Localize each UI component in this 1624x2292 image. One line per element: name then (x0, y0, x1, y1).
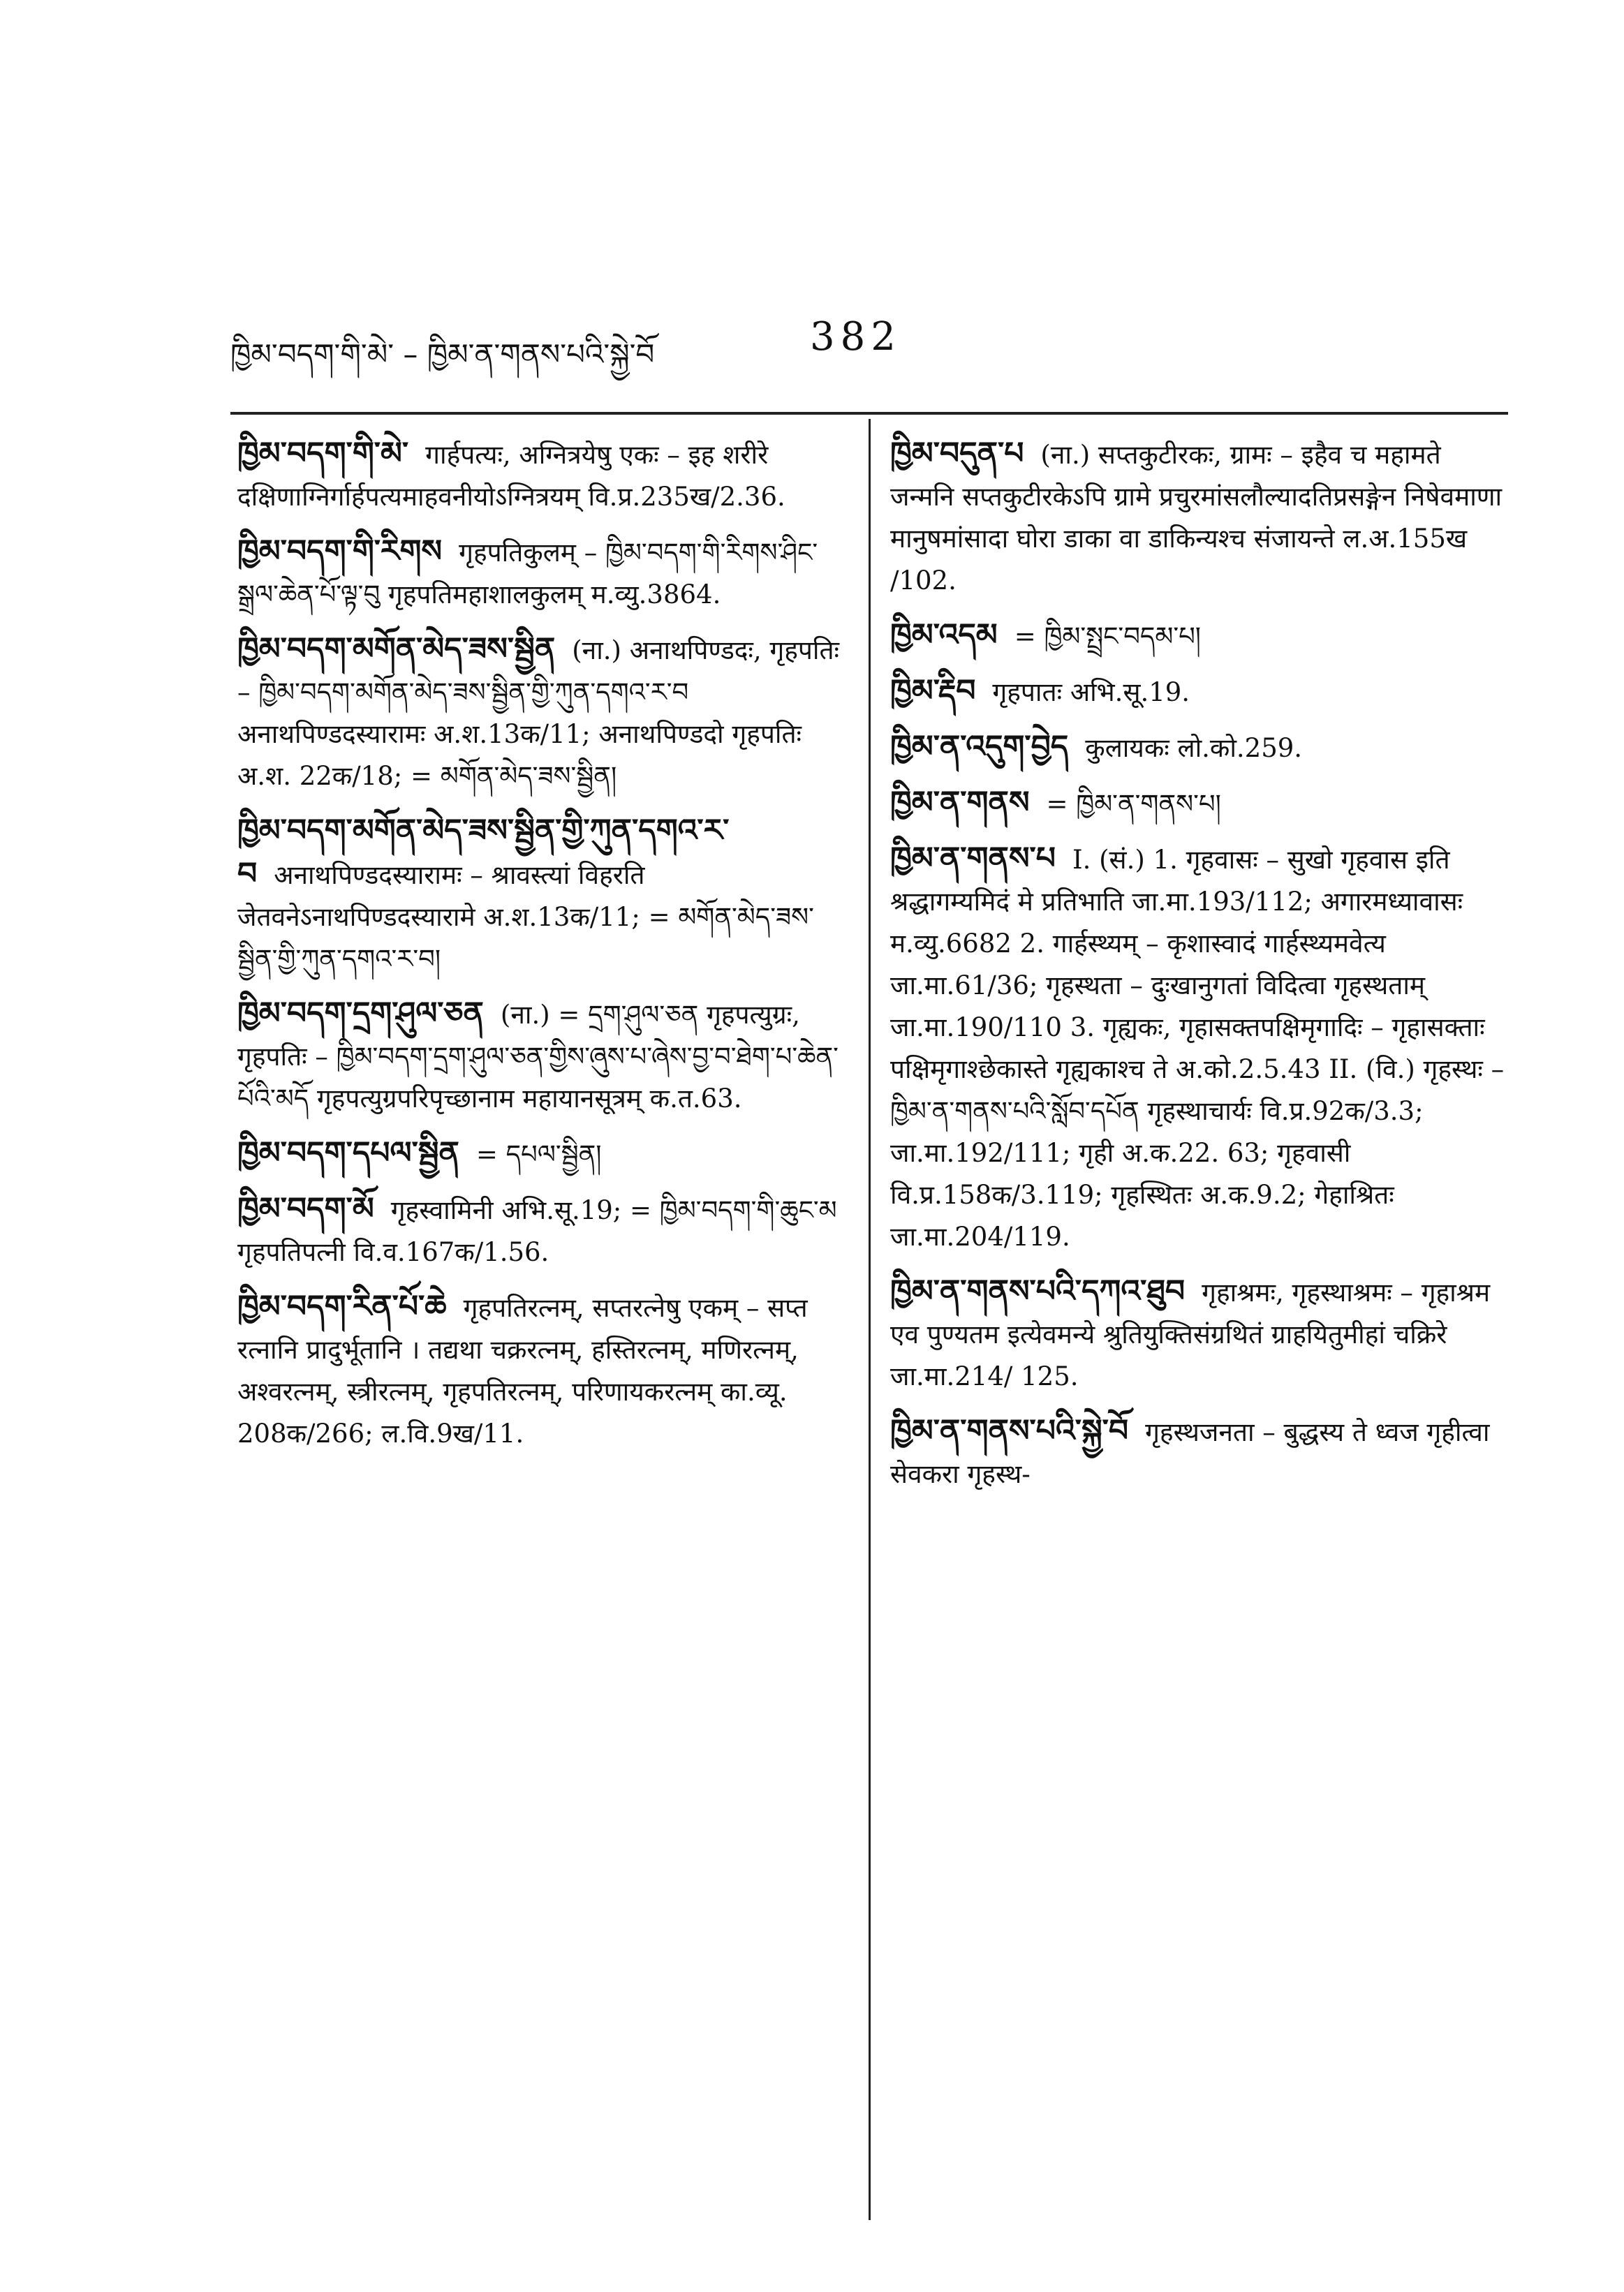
entry-definition: गृहपतिरत्नम्, सप्तरत्नेषु एकम् – सप्त रत्नानि प्रादुर्भूतानि । तद्यथा चक्ररत्नम्, हस्तिरत्नम्, मणिरत्नम्, अश्वरत्नम्, स्त्रीरत्नम्, गृहपतिरत्नम्, परिणायकरत्नम् का.व्यू. 208क/266; ल.वि.9ख/11. (237, 1293, 808, 1449)
entry-headword: ཁྱིམ་བདག་མགོན་མེད་ཟས་སྦྱིན་གྱི་ཀུན་དགའ་ར་བ (237, 813, 730, 892)
dictionary-entry (237, 810, 845, 980)
entry-headword: ཁྱིམ་ན་གནས་པའི་དཀའ་ཐུབ (890, 1273, 1186, 1309)
entry-definition: कुलायकः लो.को.259. (1085, 733, 1303, 763)
dictionary-entry (237, 1188, 845, 1273)
dictionary-entry (237, 1286, 845, 1455)
entry-definition: I. (सं.) 1. गृहवासः – सुखो गृहवास इति श्रद्धागम्यमिदं मे प्रतिभाति जा.मा.193/112; अगारमध्यावासः म.व्यु.6682 2. गार्हस्थ्यम् – कृशास्वादं गार्हस्थ्यमवेत्य जा.मा.61/36; गृहस्थता – दुःखानुगतां विदित्वा गृहस्थताम् जा.मा.190/110 3. गृह्यकः, गृहासक्तपक्षिमृगादिः – गृहासक्ताः पक्षिमृगाश्छेकास्ते गृह्यकाश्च ते अ.को.2.5.43 II. (वि.) गृहस्थः – ཁྱིམ་ན་གནས་པའི་སློབ་དཔོན गृहस्थाचार्यः वि.प्र.92क/3.3; जा.मा.192/111; गृही अ.क.22. 63; गृहवासी वि.प्र.158क/3.119; गृहस्थितः अ.क.9.2; गेहाश्रितः जा.मा.204/119. (890, 845, 1505, 1252)
entry-headword: ཁྱིམ་རྡིབ (890, 673, 976, 709)
dictionary-entry (237, 433, 845, 518)
entry-headword: ཁྱིམ་ན་གནས་པ (890, 841, 1056, 876)
header-rule (230, 412, 1508, 415)
dictionary-entry (890, 726, 1505, 769)
page-number: 382 (810, 314, 901, 360)
entry-headword: ཁྱིམ་བདག་རིན་པོ་ཆེ (237, 1289, 447, 1324)
dictionary-entry (890, 670, 1505, 714)
entry-headword: ཁྱིམ་ན་གནས (890, 785, 1030, 820)
dictionary-entry (890, 433, 1505, 602)
dictionary-entry (890, 1271, 1505, 1398)
entry-definition: (ना.) सप्तकुटीरकः, ग्रामः – इहैव च महामते जन्मनि सप्तकुटीरकेऽपि ग्रामे प्रचुरमांसलौल्यादतिप्रसङ्गेन निषेवमाणा मानुषमांसादा घोरा डाका वा डाकिन्यश्च संजायन्ते ल.अ.155ख /102. (890, 440, 1503, 596)
dictionary-entry (237, 531, 845, 616)
dictionary-entry (890, 614, 1505, 658)
entry-definition: गृहस्थजनता – बुद्धस्य ते ध्वज गृहीत्वा सेवकरा गृहस्थ- (890, 1417, 1490, 1489)
entry-headword: ཁྱིམ་བདག་གི་རིགས (237, 533, 443, 569)
entry-definition: (ना.) अनाथपिण्डदः, गृहपतिः – ཁྱིམ་བདག་མགོན་མེད་ཟས་སྦྱིན་གྱི་ཀུན་དགའ་ར་བ अनाथपिण्डदस्यारामः अ.श.13क/11; अनाथपिण्डदो गृहपतिः अ.श. 22क/18; = མགོན་མེད་ཟས་སྦྱིན། (237, 635, 840, 791)
left-column (237, 433, 845, 1467)
dictionary-entry (237, 993, 845, 1120)
entry-definition: गृहाश्रमः, गृहस्थाश्रमः – गृहाश्रम एव पुण्यतम इत्येवमन्ये श्रुतियुक्तिसंग्रथितं ग्राहयितुमीहां चक्रिरे जा.मा.214/ 125. (890, 1278, 1491, 1391)
entry-headword: ཁྱིམ་བདུན་པ (890, 436, 1024, 471)
entry-definition: गृहपतिकुलम् – ཁྱིམ་བདག་གི་རིགས་ཤིང་སྒྲལ་ཆེན་པོ་ལྟ་བུ गृहपतिमहाशालकुलम् म.व्यु.3864. (237, 538, 818, 609)
entry-headword: ཁྱིམ་ན་འདུག་བྱེད (890, 729, 1069, 764)
entry-headword: ཁྱིམ་བདག་མོ (237, 1191, 374, 1227)
dictionary-entry (237, 1132, 845, 1176)
entry-headword: ཁྱིམ་བདག་གི་མེ་ (237, 436, 409, 471)
entry-definition: गृहस्वामिनी अभि.सू.19; = ཁྱིམ་བདག་གི་ཆུང་མ गृहपतिपत्नी वि.व.167क/1.56. (237, 1195, 837, 1267)
entry-headword: ཁྱིམ་འདམ (890, 617, 998, 653)
entry-definition: = ཁྱིམ་ན་གནས་པ། (1046, 789, 1221, 819)
running-head: ཁྱིམ་བདག་གི་མེ་ – ཁྱིམ་ན་གནས་པའི་སྐྱེ་བོ (230, 337, 655, 371)
entry-headword: ཁྱིམ་བདག་མགོན་མེད་ཟས་སྦྱིན (237, 631, 556, 667)
dictionary-entry (890, 838, 1505, 1258)
entry-headword: ཁྱིམ་བདག་དཔལ་སྦྱིན (237, 1135, 459, 1171)
dictionary-entry (237, 628, 845, 797)
entry-headword: ཁྱིམ་བདག་དྲག་ཤུལ་ཅན (237, 996, 484, 1031)
entry-headword: ཁྱིམ་ན་གནས་པའི་སྐྱེ་བོ (890, 1413, 1129, 1449)
column-divider (869, 419, 871, 2220)
dictionary-entry (890, 782, 1505, 825)
entry-definition: = དཔལ་སྦྱིན། (475, 1139, 602, 1169)
page-header (230, 307, 1417, 370)
entry-definition: गृहपातः अभि.सू.19. (992, 677, 1190, 707)
dictionary-entry (890, 1410, 1505, 1495)
entry-definition: अनाथपिण्डदस्यारामः – श्रावस्त्यां विहरति जेतवनेऽनाथपिण्डदस्यारामे अ.श.13क/11; = མགོན་མེད་ཟས་སྦྱིན་གྱི་ཀུན་དགའ་ར་བ། (237, 860, 814, 974)
entry-definition: गार्हपत्यः, अग्नित्रयेषु एकः – इह शरीरे दक्षिणाग्निर्गार्हपत्यमाहवनीयोऽग्नित्रयम् वि.प्र.235ख/2.36. (237, 440, 785, 512)
right-column (890, 433, 1505, 1508)
entry-definition: = ཁྱིམ་སྤྲང་བདམ་པ། (1014, 621, 1202, 651)
entry-definition: (ना.) = དྲག་ཤུལ་ཅན गृहपत्युग्रः, गृहपतिः – ཁྱིམ་བདག་དྲག་ཤུལ་ཅན་གྱིས་ཞུས་པ་ཞེས་བྱ་བ་ཐེག་པ་ཆེན་པོའི་མདོ गृहपत्युग्रपरिपृच्छानाम महायानसूत्रम् क.त.63. (237, 1000, 839, 1114)
